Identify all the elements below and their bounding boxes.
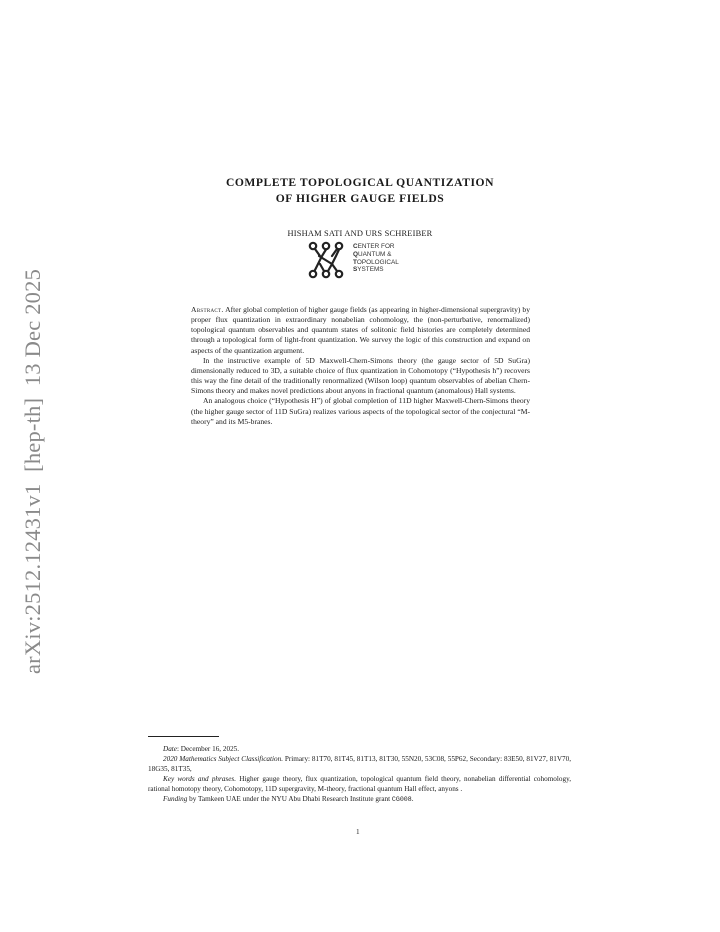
page-number: 1 bbox=[356, 828, 360, 836]
arxiv-date: 13 Dec 2025 bbox=[20, 268, 45, 387]
abstract-paragraph-2: In the instructive example of 5D Maxwell-Chern-Simons theory (the gauge sector of 5D SuGra) dimensionally reduced to 3D, a suitable choice of flux quantization in Cohomotopy (“Hypothesis h”) recovers this way the fine detail of the traditionally renormalized (Wilson loop) quantum observables of abelian Chern-Simons theory and makes novel predictions about anyons in fractional quantum (anomalous) Hall systems. bbox=[191, 355, 530, 396]
footnote-funding: Funding by Tamkeen UAE under the NYU Abu Dhabi Research Institute grant CG008. bbox=[163, 795, 414, 804]
paper-title-line-1: COMPLETE TOPOLOGICAL QUANTIZATION bbox=[225, 176, 495, 189]
paper-title-line-2: OF HIGHER GAUGE FIELDS bbox=[275, 192, 445, 205]
arxiv-identifier-stamp bbox=[20, 269, 46, 674]
abstract-paragraph-1: Abstract. After global completion of higher gauge fields (as appearing in higher-dimensional supergravity) by proper flux quantization in extraordinary nonabelian cohomology, the (non-perturbative, renormalized) topological quantum observables and quantum states of solitonic field histories are completely determined through a topological form of light-front quantization. We survey the logic of this construction and expand on aspects of the quantization argument. bbox=[191, 305, 531, 355]
footnote-divider bbox=[148, 736, 219, 737]
logo-line: SYSTEMS bbox=[353, 266, 384, 274]
paper-authors: HISHAM SATI AND URS SCHREIBER bbox=[287, 229, 433, 238]
logo-line: QUANTUM & bbox=[353, 250, 392, 258]
footnotes bbox=[148, 744, 571, 806]
abstract bbox=[191, 305, 530, 427]
footnote-date: Date: December 16, 2025. bbox=[163, 745, 240, 753]
footnote-msc: 2020 Mathematics Subject Classification. Primary: 81T70, 81T45, 81T13, 81T30, 55N20, 53C08, 55P62, Secondary: 83E50, 81V27, 81V70, 18G35, 81T35, bbox=[148, 755, 572, 774]
cqts-logo-icon bbox=[306, 240, 354, 280]
logo-line: CENTER FOR bbox=[353, 243, 395, 250]
cqts-logo-text bbox=[353, 243, 399, 274]
arxiv-id: arXiv:2512.12431v1 bbox=[20, 483, 45, 674]
footnote-keywords: Key words and phrases. Higher gauge theory, flux quantization, topological quantum field theory, nonabelian differential cohomology, rational homotopy theory, Cohomotopy, 11D supergravity, M-theory, fractional quantum Hall effect, anyons . bbox=[148, 775, 571, 794]
arxiv-category: [hep-th] bbox=[20, 397, 45, 472]
logo-line: TOPOLOGICAL bbox=[353, 258, 399, 266]
abstract-label: Abstract. bbox=[191, 305, 224, 314]
abstract-paragraph-3: An analogous choice (“Hypothesis H”) of global completion of 11D higher Maxwell-Chern-Simons theory (the higher gauge sector of 11D SuGra) realizes various aspects of the topological sector of the conjectural “M-theory” and its M5-branes. bbox=[191, 396, 530, 426]
